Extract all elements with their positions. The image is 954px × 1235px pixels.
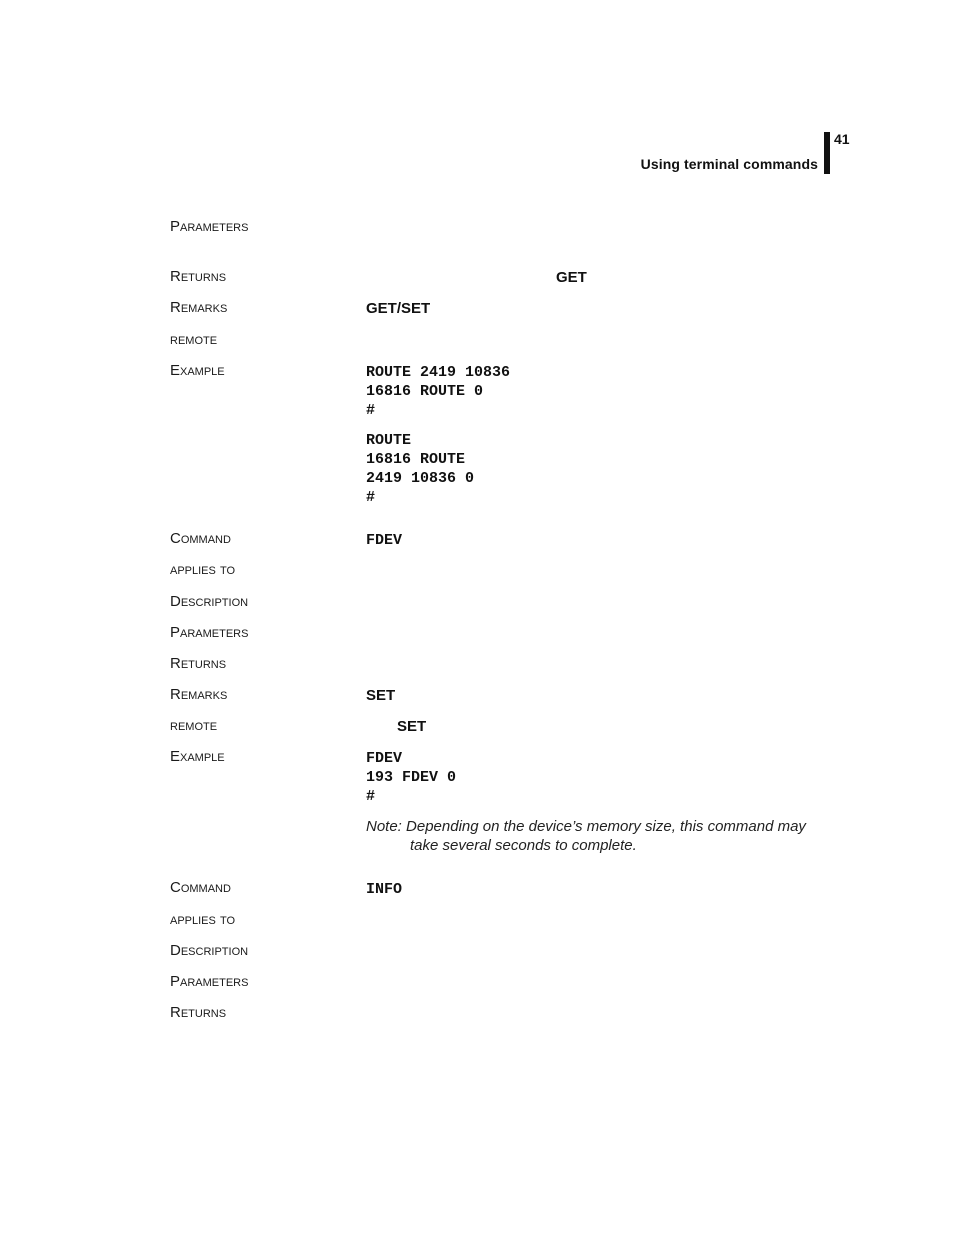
- label-remote: remote: [170, 717, 218, 734]
- remarks-value: SET: [366, 687, 396, 704]
- example-code-block: ROUTE 16816 ROUTE 2419 10836 0 #: [366, 432, 475, 506]
- label-parameters: Parameters: [170, 218, 249, 235]
- note-line: take several seconds to complete.: [410, 837, 637, 854]
- example-code-block: FDEV 193 FDEV 0 #: [366, 750, 457, 805]
- label-remarks: Remarks: [170, 686, 228, 703]
- note-line: Note: Depending on the device’s memory size, this command may: [366, 818, 806, 835]
- running-header-title: Using terminal commands: [640, 156, 818, 172]
- page-number: 41: [834, 131, 850, 147]
- command-name: INFO: [366, 881, 403, 898]
- label-returns: Returns: [170, 1004, 227, 1021]
- label-returns: Returns: [170, 268, 227, 285]
- label-returns: Returns: [170, 655, 227, 672]
- note-paragraph: [366, 817, 836, 855]
- label-applies-to: applies to: [170, 561, 236, 578]
- header-rule-bar: [824, 132, 830, 174]
- label-description: Description: [170, 942, 249, 959]
- label-remarks: Remarks: [170, 299, 228, 316]
- label-command: Command: [170, 530, 231, 547]
- label-parameters: Parameters: [170, 624, 249, 641]
- returns-value: GET: [556, 269, 587, 286]
- remarks-value: GET/SET: [366, 300, 431, 317]
- label-example: Example: [170, 362, 225, 379]
- example-code-block: ROUTE 2419 10836 16816 ROUTE 0 #: [366, 364, 511, 419]
- remote-value: SET: [397, 718, 427, 735]
- label-parameters: Parameters: [170, 973, 249, 990]
- label-applies-to: applies to: [170, 911, 236, 928]
- label-remote: remote: [170, 331, 218, 348]
- command-name: FDEV: [366, 532, 403, 549]
- label-command: Command: [170, 879, 231, 896]
- label-example: Example: [170, 748, 225, 765]
- label-description: Description: [170, 593, 249, 610]
